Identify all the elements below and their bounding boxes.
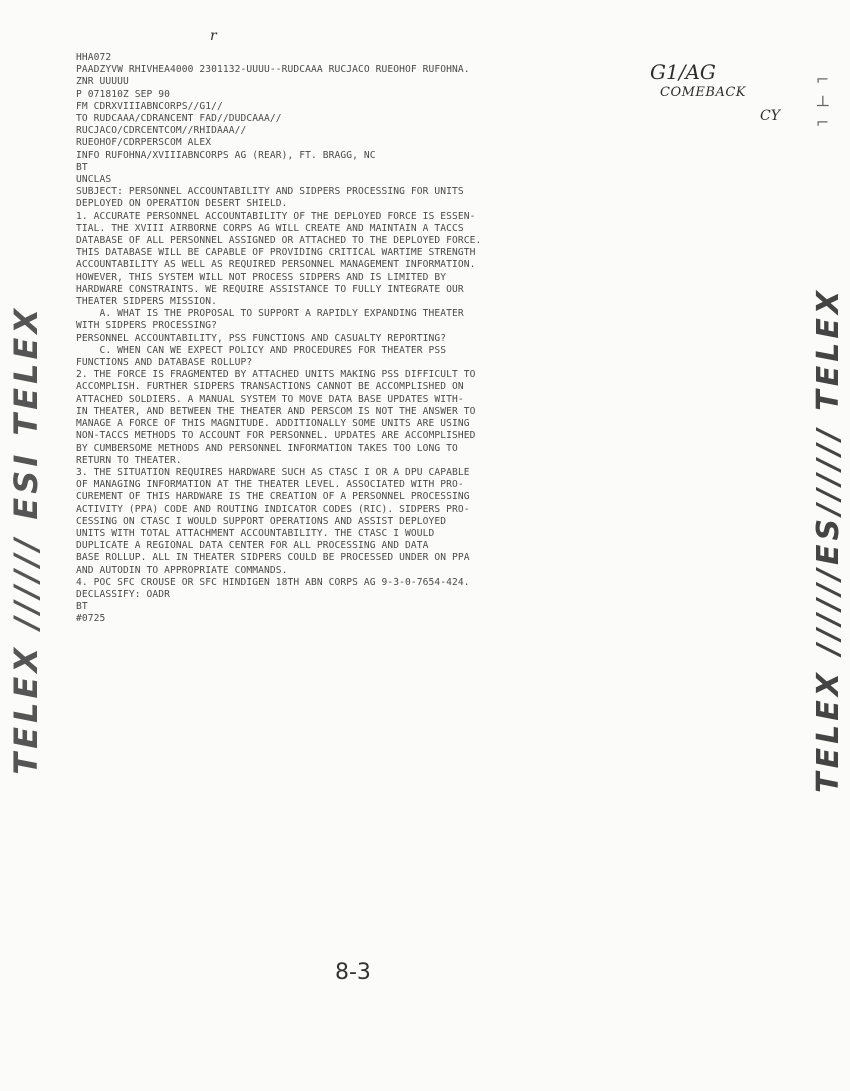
message-line: FUNCTIONS AND DATABASE ROLLUP? <box>76 357 253 369</box>
handwritten-office-note: G1/AG <box>650 60 716 84</box>
message-line: 3. THE SITUATION REQUIRES HARDWARE SUCH AS CTASC I OR A DPU CAPABLE <box>76 466 470 478</box>
message-line: AND AUTODIN TO APPROPRIATE COMMANDS. <box>76 564 288 576</box>
telex-left-text: TELEX ////// ESI TELEX <box>7 305 45 775</box>
message-line: RUCJACO/CDRCENTCOM//RHIDAAA// <box>76 125 247 137</box>
message-line: C. WHEN CAN WE EXPECT POLICY AND PROCEDURES FOR THEATER PSS <box>76 344 447 356</box>
telex-message-body <box>76 52 696 626</box>
message-line: DEPLOYED ON OPERATION DESERT SHIELD. <box>76 198 288 210</box>
message-line: SUBJECT: PERSONNEL ACCOUNTABILITY AND SIDPERS PROCESSING FOR UNITS <box>76 186 464 198</box>
telex-right-border <box>808 60 848 1020</box>
message-line: RETURN TO THEATER. <box>76 454 182 466</box>
handwritten-initials: CY <box>760 108 780 124</box>
message-line: ATTACHED SOLDIERS. A MANUAL SYSTEM TO MOVE DATA BASE UPDATES WITH- <box>76 393 464 405</box>
message-line: IN THEATER, AND BETWEEN THE THEATER AND PERSCOM IS NOT THE ANSWER TO <box>76 405 476 417</box>
message-line: 4. POC SFC CROUSE OR SFC HINDIGEN 18TH ABN CORPS AG 9-3-0-7654-424. <box>76 576 470 588</box>
message-line: P 071810Z SEP 90 <box>76 88 171 100</box>
message-line: DECLASSIFY: OADR <box>76 588 171 600</box>
message-line: 1. ACCURATE PERSONNEL ACCOUNTABILITY OF THE DEPLOYED FORCE IS ESSEN- <box>76 210 476 222</box>
message-line: UNCLAS <box>76 174 112 186</box>
message-line: MANAGE A FORCE OF THIS MAGNITUDE. ADDITIONALLY SOME UNITS ARE USING <box>76 418 470 430</box>
message-line: HARDWARE CONSTRAINTS. WE REQUIRE ASSISTANCE TO FULLY INTEGRATE OUR <box>76 283 464 295</box>
message-line: BY CUMBERSOME METHODS AND PERSONNEL INFORMATION TAKES TOO LONG TO <box>76 442 458 454</box>
message-line: WITH SIDPERS PROCESSING? <box>76 320 218 332</box>
message-line: INFO RUFOHNA/XVIIIABNCORPS AG (REAR), FT. BRAGG, NC <box>76 149 376 161</box>
message-line: ZNR UUUUU <box>76 76 129 88</box>
message-line: BT <box>76 601 88 613</box>
message-line: TO RUDCAAA/CDRANCENT FAD//DUDCAAA// <box>76 113 282 125</box>
message-line: ACCOMPLISH. FURTHER SIDPERS TRANSACTIONS CANNOT BE ACCOMPLISHED ON <box>76 381 464 393</box>
message-line: CESSING ON CTASC I WOULD SUPPORT OPERATIONS AND ASSIST DEPLOYED <box>76 515 447 527</box>
message-line: BT <box>76 161 88 173</box>
message-line: #0725 <box>76 613 106 625</box>
message-line: TIAL. THE XVIII AIRBORNE CORPS AG WILL CREATE AND MAINTAIN A TACCS <box>76 222 464 234</box>
message-line: PERSONNEL ACCOUNTABILITY, PSS FUNCTIONS AND CASUALTY REPORTING? <box>76 332 447 344</box>
message-line: CUREMENT OF THIS HARDWARE IS THE CREATION OF A PERSONNEL PROCESSING <box>76 491 470 503</box>
message-line: ACCOUNTABILITY AS WELL AS REQUIRED PERSONNEL MANAGEMENT INFORMATION. <box>76 259 476 271</box>
message-line: PAADZYVW RHIVHEA4000 2301132-UUUU--RUDCAAA RUCJACO RUEOHOF RUFOHNA. <box>76 64 470 76</box>
message-line: UNITS WITH TOTAL ATTACHMENT ACCOUNTABILITY. THE CTASC I WOULD <box>76 527 435 539</box>
message-line: HHA072 <box>76 52 112 63</box>
message-line: OF MANAGING INFORMATION AT THE THEATER LEVEL. ASSOCIATED WITH PRO- <box>76 479 464 491</box>
message-line: DATABASE OF ALL PERSONNEL ASSIGNED OR ATTACHED TO THE DEPLOYED FORCE. <box>76 235 482 247</box>
message-line: RUEOHOF/CDRPERSCOM ALEX <box>76 137 212 149</box>
message-line: NON-TACCS METHODS TO ACCOUNT FOR PERSONNEL. UPDATES ARE ACCOMPLISHED <box>76 430 476 442</box>
page-number: 8-3 <box>335 960 371 985</box>
message-line: 2. THE FORCE IS FRAGMENTED BY ATTACHED UNITS MAKING PSS DIFFICULT TO <box>76 369 476 381</box>
message-line: THEATER SIDPERS MISSION. <box>76 296 218 308</box>
message-line: FM CDRXVIIIABNCORPS//G1// <box>76 100 223 112</box>
message-line: DUPLICATE A REGIONAL DATA CENTER FOR ALL PROCESSING AND DATA <box>76 540 429 552</box>
message-line: BASE ROLLUP. ALL IN THEATER SIDPERS COULD BE PROCESSED UNDER ON PPA <box>76 552 470 564</box>
message-line: ACTIVITY (PPA) CODE AND ROUTING INDICATOR CODES (RIC). SIDPERS PRO- <box>76 503 470 515</box>
telex-right-text: TELEX //////ES////// TELEX <box>810 287 846 793</box>
message-line: THIS DATABASE WILL BE CAPABLE OF PROVIDING CRITICAL WARTIME STRENGTH <box>76 247 476 259</box>
message-line: A. WHAT IS THE PROPOSAL TO SUPPORT A RAPIDLY EXPANDING THEATER <box>76 308 464 320</box>
handwritten-tick: r <box>210 28 217 44</box>
message-line: HOWEVER, THIS SYSTEM WILL NOT PROCESS SIDPERS AND IS LIMITED BY <box>76 271 447 283</box>
handwritten-comeback-note: COMEBACK <box>660 85 747 100</box>
edge-tick-mark: ⌐ ⊣ ⌐ <box>813 70 832 132</box>
telex-left-border <box>8 60 44 1020</box>
